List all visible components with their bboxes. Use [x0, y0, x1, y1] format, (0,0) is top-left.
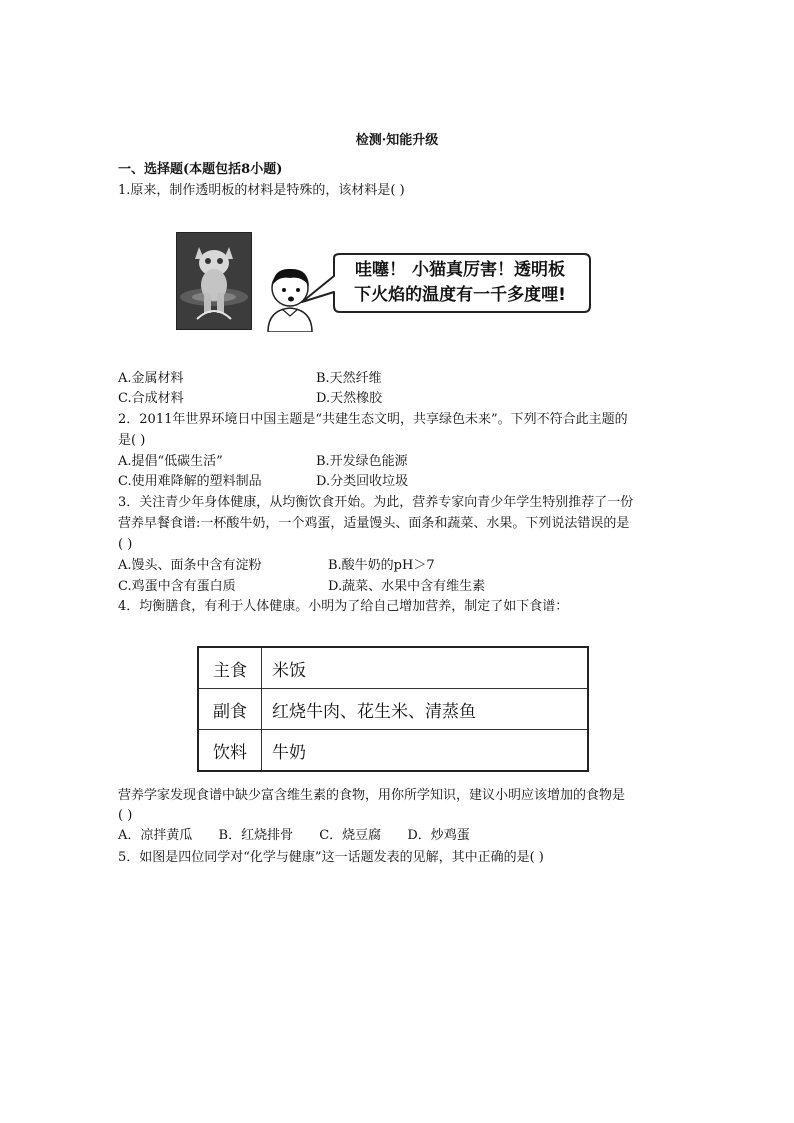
kitten-on-glass-photo: [176, 232, 252, 330]
q3-option-b[interactable]: B.酸牛奶的pH＞7: [328, 558, 435, 573]
table-row: [198, 689, 588, 730]
table-row: [198, 730, 588, 772]
q4-options: [118, 826, 492, 845]
section-heading: 一、选择题(本题包括8小题): [118, 162, 283, 177]
q2-stem-line-2: 是( ): [118, 433, 146, 448]
q4-followup-line-2: ( ): [118, 808, 133, 823]
menu-value: 牛奶: [262, 730, 589, 772]
q3-stem-line-1: 3．关注青少年身体健康，从均衡饮食开始。为此，营养专家向青少年学生特别推荐了一份: [118, 495, 634, 510]
menu-key: 主食: [198, 647, 262, 689]
q4-followup-line-1: 营养学家发现食谱中缺少富含维生素的食物，用你所学知识，建议小明应该增加的食物是: [118, 788, 626, 803]
menu-table: [197, 646, 589, 772]
q3-stem-line-2: 营养早餐食谱:一杯酸牛奶，一个鸡蛋，适量馒头、面条和蔬菜、水果。下列说法错误的是: [118, 516, 630, 531]
q1-option-d[interactable]: D.天然橡胶: [316, 391, 383, 406]
q3-option-c[interactable]: C.鸡蛋中含有蛋白质: [118, 579, 236, 594]
q1-option-b[interactable]: B.天然纤维: [316, 371, 382, 386]
q1-option-c[interactable]: C.合成材料: [118, 391, 184, 406]
menu-value: 红烧牛肉、花生米、清蒸鱼: [262, 689, 589, 730]
q2-option-b[interactable]: B.开发绿色能源: [316, 454, 408, 469]
q1-option-a[interactable]: A.金属材料: [118, 371, 184, 386]
q3-option-d[interactable]: D.蔬菜、水果中含有维生素: [328, 579, 486, 594]
q2-stem-line-1: 2．2011年世界环境日中国主题是“共建生态文明，共享绿色未来”。下列不符合此主题的: [118, 412, 628, 427]
q2-option-d[interactable]: D.分类回收垃圾: [316, 474, 409, 489]
kitten-icon: [177, 233, 251, 329]
q2-option-c[interactable]: C.使用难降解的塑料制品: [118, 474, 262, 489]
table-row: [198, 647, 588, 689]
q4-option-c[interactable]: C．烧豆腐: [319, 828, 382, 843]
q4-option-d[interactable]: D．炒鸡蛋: [407, 828, 470, 843]
q2-option-a[interactable]: A.提倡“低碳生活”: [118, 454, 223, 469]
page-title: 检测·知能升级: [355, 133, 439, 148]
q3-stem-line-3: ( ): [118, 537, 133, 552]
q4-option-b[interactable]: B．红烧排骨: [218, 828, 294, 843]
q3-option-a[interactable]: A.馒头、面条中含有淀粉: [118, 558, 262, 573]
menu-key: 饮料: [198, 730, 262, 772]
menu-key: 副食: [198, 689, 262, 730]
q4-stem: 4．均衡膳食，有利于人体健康。小明为了给自己增加营养，制定了如下食谱：: [118, 599, 569, 614]
speech-bubble-text: [330, 258, 590, 308]
bubble-line-2: 下火焰的温度有一千多度哩!: [354, 285, 566, 305]
q5-stem: 5．如图是四位同学对“化学与健康”这一话题发表的见解，其中正确的是( ): [118, 850, 544, 865]
q1-stem: 1.原来，制作透明板的材料是特殊的，该材料是( ): [118, 183, 405, 198]
q4-option-a[interactable]: A．凉拌黄瓜: [118, 828, 193, 843]
bubble-line-1: 哇噻！ 小猫真厉害！透明板: [355, 260, 565, 280]
menu-value: 米饭: [262, 647, 589, 689]
